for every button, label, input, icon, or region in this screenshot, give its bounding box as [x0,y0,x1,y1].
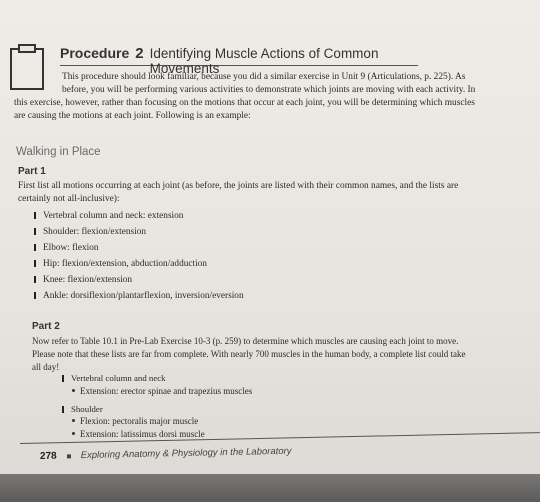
part2-text: all day! [32,362,60,372]
part2-label: Part 2 [32,321,60,332]
procedure-number: 2 [135,45,144,62]
page-number: 278 [39,450,57,462]
page-shadow-band [0,474,540,502]
list-item: Knee: flexion/extension [34,274,132,286]
example-title: Walking in Place [16,146,101,158]
procedure-label: Procedure [60,45,130,61]
list-item: Elbow: flexion [34,242,99,254]
intro-line: This procedure should look familiar, because you did a similar exercise in Unit 9 (Articulations, p. 225). As [62,72,466,82]
part1-label: Part 1 [18,166,46,177]
page-footer [40,446,292,462]
intro-line: before, you will be performing various activities to demonstrate which joints are moving with each activity. In [62,85,476,95]
list-item: Ankle: dorsiflexion/plantarflexion, inversion/eversion [34,290,244,302]
part2-text: Now refer to Table 10.1 in Pre-Lab Exercise 10-3 (p. 259) to determine which muscles are causing each joint to move. [32,336,459,346]
group-heading: Vertebral column and neck [62,372,166,384]
part2-text: Please note that these lists are far from complete. With nearly 700 muscles in the human body, a complete list could take [32,349,466,359]
procedure-title: Identifying Muscle Actions of Common Movements [149,46,379,76]
group-heading: Shoulder [62,403,103,415]
list-item: Vertebral column and neck: extension [34,210,183,222]
sub-item: Extension: latissimus dorsi muscle [72,428,205,440]
list-item: Hip: flexion/extension, abduction/adduction [34,258,207,270]
part1-text: First list all motions occurring at each joint (as before, the joints are listed with their common names, and the lists are [18,181,459,191]
clipboard-icon [6,40,52,94]
square-bullet-icon [67,454,71,458]
sub-item: Extension: erector spinae and trapezius muscles [72,385,252,397]
intro-line: are causing the motions at each joint. Following is an example: [14,111,251,121]
sub-item: Flexion: pectoralis major muscle [72,415,198,427]
book-title: Exploring Anatomy & Physiology in the Laboratory [80,445,292,462]
list-item: Shoulder: flexion/extension [34,226,146,238]
procedure-heading [60,45,418,76]
part1-text: certainly not all-inclusive): [18,194,120,204]
intro-line: this exercise, however, rather than focusing on the motions that occur at each joint, you will be determining which muscles [14,98,475,108]
